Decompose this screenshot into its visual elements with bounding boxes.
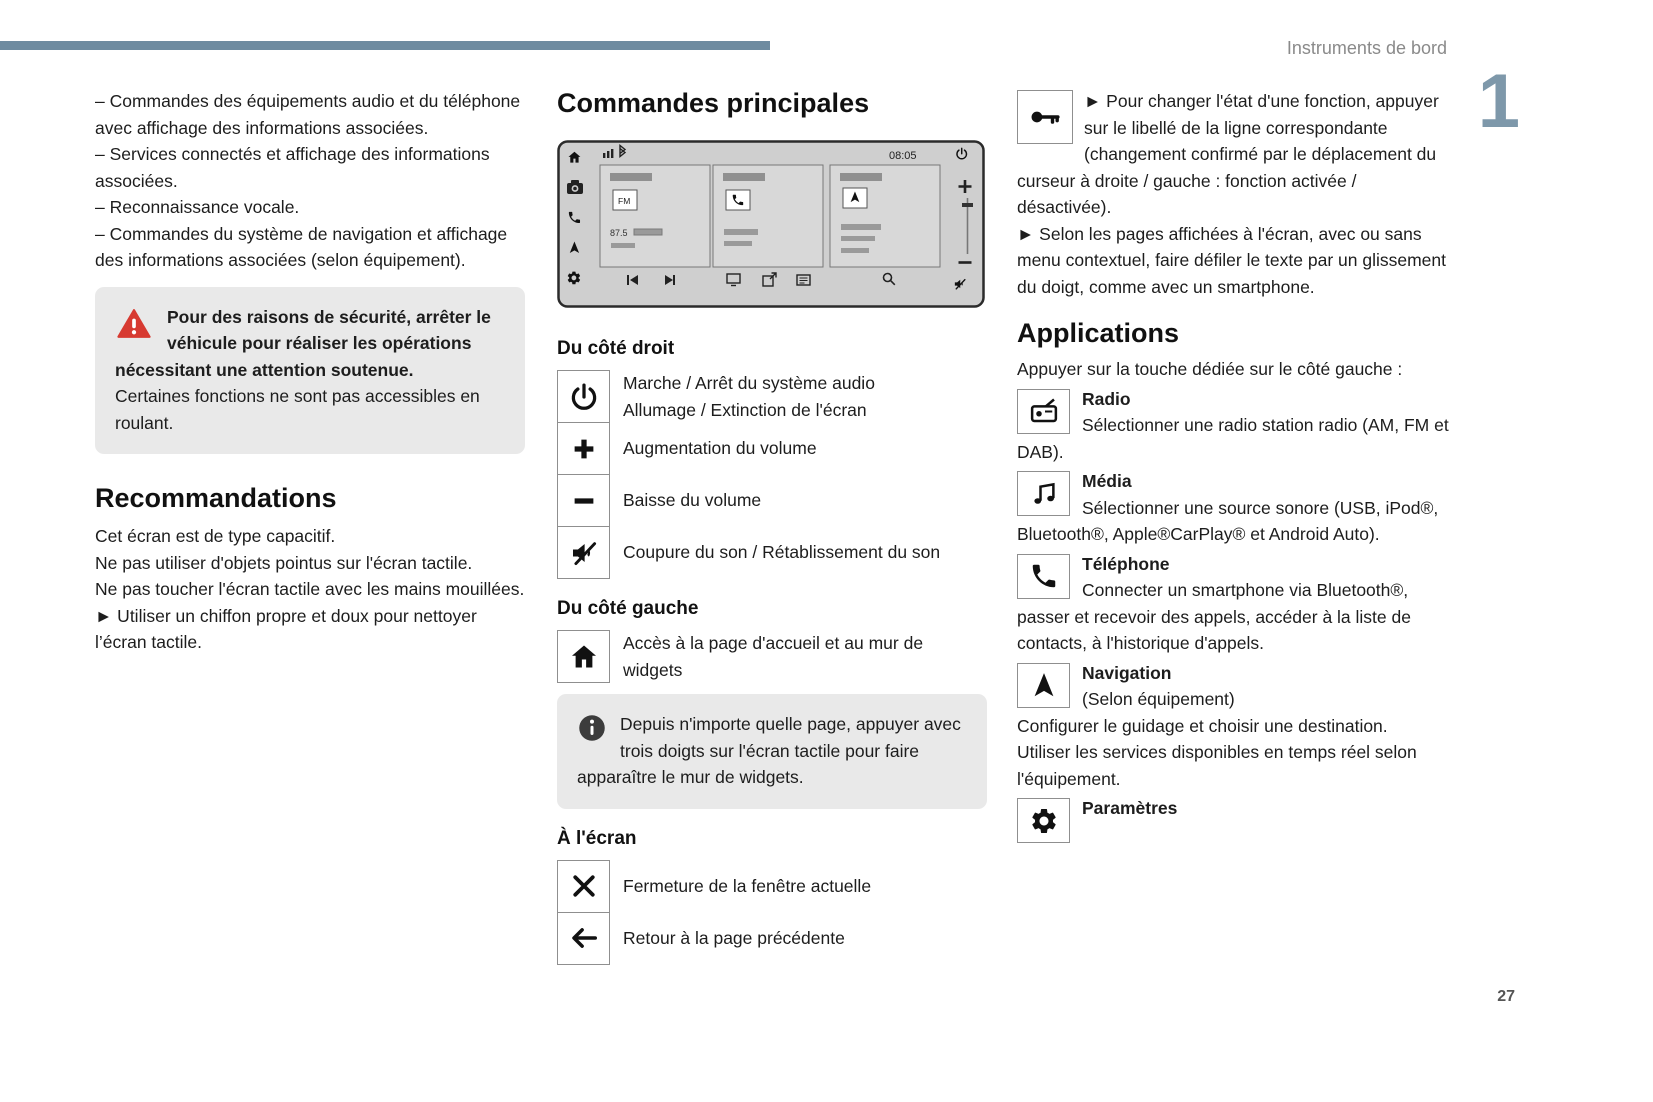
app-description: (Selon équipement) (1082, 689, 1235, 709)
app-item-radio (1017, 386, 1451, 466)
control-row (557, 422, 987, 475)
app-item-media (1017, 468, 1451, 548)
power-icon (557, 370, 610, 423)
info-text: Depuis n'importe quelle page, appuyer avec trois doigts sur l'écran tactile pour faire apparaître le mur de widgets. (577, 714, 961, 787)
warning-bold-text: Pour des raisons de sécurité, arrêter le véhicule pour réaliser les opérations nécessitant une attention soutenue. (115, 306, 491, 380)
page-number: 27 (1497, 988, 1515, 1005)
app-description: Connecter un smartphone via Bluetooth®, passer et recevoir des appels, accéder à la liste de contacts, à l'historique d'appels. (1017, 580, 1411, 653)
back-arrow-icon (557, 912, 610, 965)
screen-time: 08:05 (889, 150, 917, 162)
on-screen-rows (557, 860, 987, 965)
control-row-text: Marche / Arrêt du système audio Allumage / Extinction de l'écran (623, 373, 875, 420)
app-item-navigation (1017, 660, 1451, 793)
warning-triangle-icon (115, 307, 153, 341)
control-row (557, 860, 987, 913)
right-column (1017, 88, 1451, 847)
section-title-applications: Applications (1017, 318, 1180, 348)
app-description: Sélectionner une source sonore (USB, iPod®, Bluetooth®, Apple®CarPlay® et Android Auto). (1017, 497, 1439, 544)
app-description-extra: Utiliser les services disponibles en temps réel selon l'équipement. (1017, 742, 1417, 789)
mute-icon (557, 526, 610, 579)
toggle-note (1017, 88, 1451, 221)
recommandations-text: Cet écran est de type capacitif. Ne pas utiliser d'objets pointus sur l'écran tactile. Ne pas toucher l'écran tactile avec les mains mouillées. ► Utiliser un chiffon propre et doux pour nettoyer l’écran tactile. (95, 526, 525, 652)
chapter-number: 1 (1477, 59, 1520, 144)
control-row-text: Accès à la page d'accueil et au mur de widgets (623, 633, 924, 680)
control-row-text: Baisse du volume (623, 490, 762, 511)
bullet-item: – Commandes du système de navigation et affichage des informations associées (selon équipement). (95, 223, 508, 270)
header-rule (0, 41, 770, 50)
control-row-text: Augmentation du volume (623, 438, 817, 459)
left-column (95, 88, 525, 656)
app-description-extra: Configurer le guidage et choisir une destination. (1017, 715, 1388, 736)
close-icon (557, 860, 610, 913)
infotainment-screenshot (557, 140, 987, 313)
bullet-item: – Commandes des équipements audio et du téléphone avec affichage des informations associées. (95, 91, 521, 138)
subsection-a-l-ecran: À l'écran (557, 827, 637, 849)
control-row (557, 474, 987, 527)
control-row (557, 912, 987, 965)
home-icon (557, 630, 610, 683)
app-label: Navigation (1082, 662, 1172, 683)
app-label: Média (1082, 471, 1132, 491)
control-row (557, 370, 987, 423)
app-label: Téléphone (1082, 553, 1170, 574)
volume-down-icon (557, 474, 610, 527)
control-row-text: Fermeture de la fenêtre actuelle (623, 875, 872, 896)
app-description: Sélectionner une radio station radio (AM, FM et DAB). (1017, 415, 1449, 462)
settings-icon (1017, 798, 1070, 843)
app-label: Radio (1082, 388, 1131, 409)
left-side-rows (557, 630, 987, 683)
app-label: Paramètres (1082, 798, 1178, 818)
control-row (557, 526, 987, 579)
warning-text: Certaines fonctions ne sont pas accessibles en roulant. (115, 386, 480, 433)
control-row (557, 630, 987, 683)
radio-icon (1017, 389, 1070, 434)
control-row-text: Retour à la page précédente (623, 927, 845, 948)
right-side-rows (557, 370, 987, 579)
running-header: Instruments de bord (1286, 38, 1447, 58)
screen-frequency: 87.5 (610, 228, 628, 238)
safety-warning-box (95, 287, 525, 455)
control-row-text: Coupure du son / Rétablissement du son (623, 542, 941, 563)
section-title-commandes-principales: Commandes principales (557, 88, 870, 118)
info-icon (577, 713, 607, 743)
info-box (557, 694, 987, 809)
bullet-item: – Services connectés et affichage des informations associées. (95, 144, 490, 191)
applications-intro: Appuyer sur la touche dédiée sur le côté gauche : (1017, 359, 1403, 379)
subsection-du-cote-gauche: Du côté gauche (557, 598, 699, 619)
app-item-parametres (1017, 795, 1451, 847)
bullet-item: – Reconnaissance vocale. (95, 197, 300, 217)
toggle-note-text: ► Pour changer l'état d'une fonction, appuyer sur le libellé de la ligne correspondante (changement confirmé par le déplacement du curseur à droite / gauche : fonction activée / désactivée). (1017, 91, 1439, 217)
middle-column (557, 86, 987, 965)
screen-fm-label: FM (618, 196, 631, 206)
volume-up-icon (557, 422, 610, 475)
scroll-note-text: ► Selon les pages affichées à l'écran, avec ou sans menu contextuel, faire défiler le texte par un glissement du doigt, comme avec un smartphone. (1017, 223, 1446, 297)
subsection-du-cote-droit: Du côté droit (557, 338, 675, 359)
key-toggle-icon (1017, 90, 1073, 144)
phone-icon (1017, 554, 1070, 599)
section-title-recommandations: Recommandations (95, 483, 337, 513)
app-item-telephone (1017, 551, 1451, 657)
navigation-icon (1017, 663, 1070, 708)
media-icon (1017, 471, 1070, 516)
